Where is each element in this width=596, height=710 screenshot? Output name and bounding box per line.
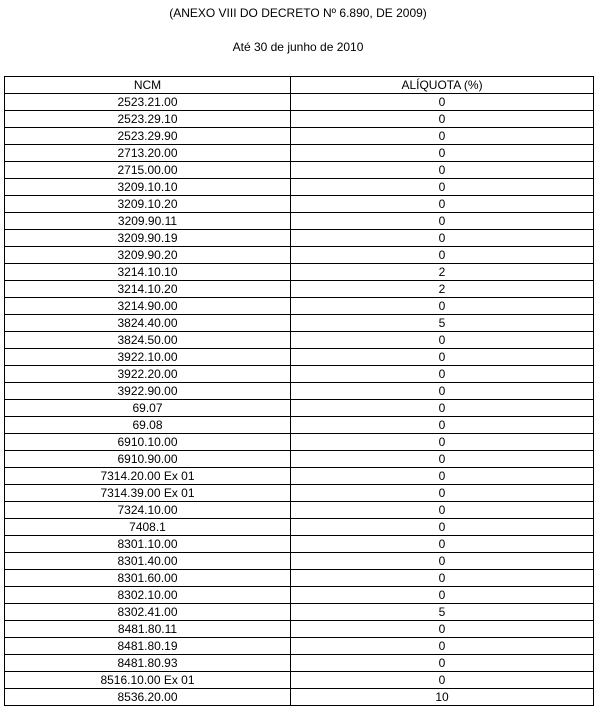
ncm-cell: 3209.10.20 xyxy=(5,196,291,213)
ncm-cell: 8536.20.00 xyxy=(5,689,291,706)
table-body xyxy=(5,94,594,706)
table-row xyxy=(5,179,594,196)
ncm-cell: 2523.29.90 xyxy=(5,128,291,145)
aliquota-cell: 2 xyxy=(291,281,594,298)
rates-table-container xyxy=(4,76,594,706)
table-row xyxy=(5,230,594,247)
decree-reference: (ANEXO VIII DO DECRETO Nº 6.890, DE 2009) xyxy=(169,6,427,20)
table-row xyxy=(5,162,594,179)
aliquota-cell: 0 xyxy=(291,111,594,128)
aliquota-cell: 5 xyxy=(291,315,594,332)
ncm-cell: 8302.10.00 xyxy=(5,587,291,604)
ncm-cell: 7324.10.00 xyxy=(5,502,291,519)
table-row xyxy=(5,468,594,485)
aliquota-cell: 0 xyxy=(291,162,594,179)
ncm-cell: 8301.10.00 xyxy=(5,536,291,553)
ncm-cell: 69.07 xyxy=(5,400,291,417)
table-row xyxy=(5,587,594,604)
table-row xyxy=(5,519,594,536)
ncm-cell: 3209.10.10 xyxy=(5,179,291,196)
ncm-cell: 7314.20.00 Ex 01 xyxy=(5,468,291,485)
table-row xyxy=(5,400,594,417)
ncm-cell: 6910.90.00 xyxy=(5,451,291,468)
column-header-ncm: NCM xyxy=(5,77,291,94)
ncm-cell: 3209.90.11 xyxy=(5,213,291,230)
table-row xyxy=(5,672,594,689)
table-row xyxy=(5,315,594,332)
ncm-cell: 8301.60.00 xyxy=(5,570,291,587)
ncm-cell: 2715.00.00 xyxy=(5,162,291,179)
ncm-cell: 8301.40.00 xyxy=(5,553,291,570)
aliquota-cell: 0 xyxy=(291,94,594,111)
table-row xyxy=(5,689,594,706)
ncm-cell: 3214.10.20 xyxy=(5,281,291,298)
aliquota-cell: 10 xyxy=(291,689,594,706)
table-row xyxy=(5,451,594,468)
table-row xyxy=(5,655,594,672)
aliquota-cell: 0 xyxy=(291,638,594,655)
aliquota-cell: 0 xyxy=(291,570,594,587)
aliquota-cell: 0 xyxy=(291,672,594,689)
ncm-cell: 8481.80.19 xyxy=(5,638,291,655)
ncm-cell: 3922.20.00 xyxy=(5,366,291,383)
aliquota-cell: 0 xyxy=(291,213,594,230)
ncm-cell: 8481.80.93 xyxy=(5,655,291,672)
table-row xyxy=(5,94,594,111)
ncm-cell: 7408.1 xyxy=(5,519,291,536)
table-row xyxy=(5,485,594,502)
ncm-cell: 3824.50.00 xyxy=(5,332,291,349)
aliquota-cell: 5 xyxy=(291,604,594,621)
table-row xyxy=(5,604,594,621)
aliquota-cell: 0 xyxy=(291,196,594,213)
validity-date: Até 30 de junho de 2010 xyxy=(232,40,364,54)
aliquota-cell: 0 xyxy=(291,332,594,349)
aliquota-cell: 0 xyxy=(291,417,594,434)
table-row xyxy=(5,264,594,281)
aliquota-cell: 0 xyxy=(291,587,594,604)
aliquota-cell: 0 xyxy=(291,451,594,468)
aliquota-cell: 0 xyxy=(291,655,594,672)
table-header-row xyxy=(5,77,594,94)
table-row xyxy=(5,434,594,451)
aliquota-cell: 0 xyxy=(291,128,594,145)
ncm-cell: 3922.90.00 xyxy=(5,383,291,400)
table-row xyxy=(5,145,594,162)
rates-table xyxy=(4,76,594,706)
aliquota-cell: 0 xyxy=(291,553,594,570)
ncm-cell: 3214.10.10 xyxy=(5,264,291,281)
table-row xyxy=(5,332,594,349)
aliquota-cell: 0 xyxy=(291,519,594,536)
aliquota-cell: 2 xyxy=(291,264,594,281)
aliquota-cell: 0 xyxy=(291,383,594,400)
table-row xyxy=(5,213,594,230)
ncm-cell: 7314.39.00 Ex 01 xyxy=(5,485,291,502)
aliquota-cell: 0 xyxy=(291,536,594,553)
table-row xyxy=(5,366,594,383)
ncm-cell: 8302.41.00 xyxy=(5,604,291,621)
table-row xyxy=(5,417,594,434)
ncm-cell: 8516.10.00 Ex 01 xyxy=(5,672,291,689)
aliquota-cell: 0 xyxy=(291,366,594,383)
ncm-cell: 8481.80.11 xyxy=(5,621,291,638)
table-row xyxy=(5,621,594,638)
aliquota-cell: 0 xyxy=(291,400,594,417)
ncm-cell: 69.08 xyxy=(5,417,291,434)
aliquota-cell: 0 xyxy=(291,502,594,519)
aliquota-cell: 0 xyxy=(291,247,594,264)
table-row xyxy=(5,281,594,298)
ncm-cell: 3824.40.00 xyxy=(5,315,291,332)
table-row xyxy=(5,536,594,553)
aliquota-cell: 0 xyxy=(291,298,594,315)
table-row xyxy=(5,502,594,519)
ncm-cell: 2523.21.00 xyxy=(5,94,291,111)
aliquota-cell: 0 xyxy=(291,468,594,485)
ncm-cell: 2523.29.10 xyxy=(5,111,291,128)
table-row xyxy=(5,570,594,587)
aliquota-cell: 0 xyxy=(291,145,594,162)
table-row xyxy=(5,383,594,400)
ncm-cell: 3209.90.20 xyxy=(5,247,291,264)
table-row xyxy=(5,128,594,145)
table-row xyxy=(5,638,594,655)
table-row xyxy=(5,196,594,213)
column-header-aliquota: ALÍQUOTA (%) xyxy=(291,77,594,94)
ncm-cell: 2713.20.00 xyxy=(5,145,291,162)
table-row xyxy=(5,111,594,128)
aliquota-cell: 0 xyxy=(291,179,594,196)
table-row xyxy=(5,247,594,264)
table-row xyxy=(5,553,594,570)
aliquota-cell: 0 xyxy=(291,230,594,247)
aliquota-cell: 0 xyxy=(291,485,594,502)
aliquota-cell: 0 xyxy=(291,349,594,366)
ncm-cell: 3209.90.19 xyxy=(5,230,291,247)
aliquota-cell: 0 xyxy=(291,621,594,638)
ncm-cell: 6910.10.00 xyxy=(5,434,291,451)
table-row xyxy=(5,298,594,315)
table-row xyxy=(5,349,594,366)
ncm-cell: 3922.10.00 xyxy=(5,349,291,366)
aliquota-cell: 0 xyxy=(291,434,594,451)
ncm-cell: 3214.90.00 xyxy=(5,298,291,315)
